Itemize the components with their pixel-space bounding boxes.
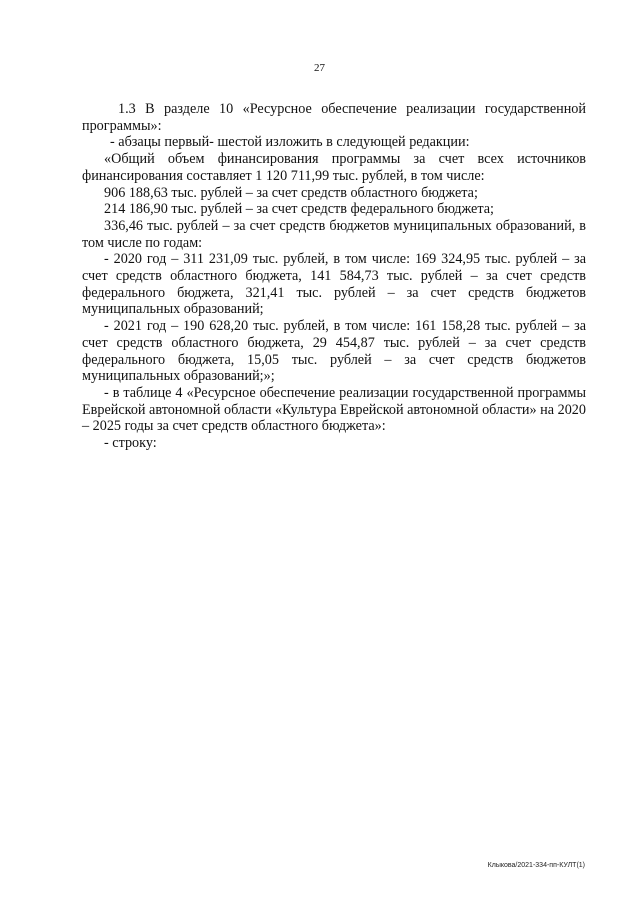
paragraph-instruction: - абзацы первый- шестой изложить в следующей редакции:	[110, 134, 470, 151]
paragraph-total-financing: «Общий объем финансирования программы за счет всех источников финансирования составляет 1 120 711,99 тыс. рублей, в том числе:	[82, 151, 586, 184]
paragraph-table-4: - в таблице 4 «Ресурсное обеспечение реализации государственной программы Еврейской автономной области «Культура Еврейской автономной области» на 2020 – 2025 годы за счет средств областного бюджета»:	[82, 384, 586, 435]
paragraph-row: - строку:	[104, 435, 157, 452]
page-number: 27	[314, 62, 325, 74]
paragraph-regional-budget: 906 188,63 тыс. рублей – за счет средств областного бюджета;	[104, 184, 478, 201]
paragraph-year-2021: - 2021 год – 190 628,20 тыс. рублей, в том числе: 161 158,28 тыс. рублей – за счет средств областного бюджета, 29 454,87 тыс. рублей – за счет средств федерального бюджета, 15,05 тыс. рублей – за счет средств бюджетов муниципальных образований;»;	[82, 318, 586, 385]
footer-document-code: Клыкова/2021-334-пп-КУЛТ(1)	[487, 862, 585, 869]
paragraph-section-heading: 1.3 В разделе 10 «Ресурсное обеспечение реализации государственной программы»:	[82, 101, 586, 134]
document-body	[82, 101, 586, 452]
paragraph-federal-budget: 214 186,90 тыс. рублей – за счет средств федерального бюджета;	[104, 201, 494, 218]
paragraph-year-2020: - 2020 год – 311 231,09 тыс. рублей, в том числе: 169 324,95 тыс. рублей – за счет средств областного бюджета, 141 584,73 тыс. рублей – за счет средств федерального бюджета, 321,41 тыс. рублей – за счет средств бюджетов муниципальных образований;	[82, 251, 586, 318]
paragraph-municipal-budget: 336,46 тыс. рублей – за счет средств бюджетов муниципальных образований, в том числе по годам:	[82, 217, 586, 251]
